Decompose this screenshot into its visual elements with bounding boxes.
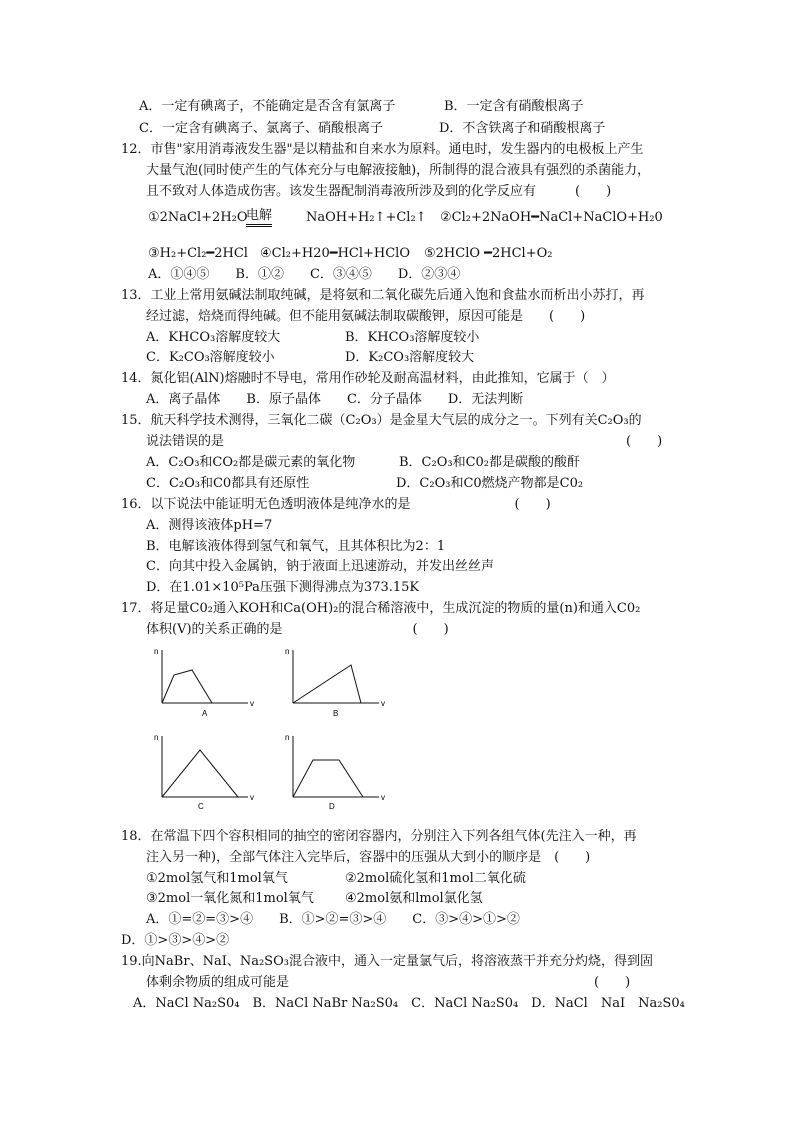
q16-option-d: D．在1.01×10⁵Pa压强下测得沸点为373.15K <box>146 580 420 595</box>
graph-d <box>283 732 393 812</box>
q12-equation-2: ②Cl₂+2NaOH━NaCl+NaClO+H₂0 <box>440 210 663 225</box>
graph-d-x-label: v <box>381 793 385 802</box>
q19-stem-line2: 体剩余物质的组成可能是 <box>146 975 290 990</box>
graph-c-x-label: v <box>250 793 254 802</box>
q19-stem-line1: 19.向NaBr、NaI、Na₂SO₃混合液中，通入一定量氯气后，将溶液蒸干并充分灼烧，得到固 <box>121 954 653 969</box>
q12-options: A．①④⑤ B．①② C．③④⑤ D．②③④ <box>148 267 461 282</box>
q18-item-1: ①2mol氢气和1mol氧气 <box>146 871 288 886</box>
graph-c-y-label: n <box>154 733 159 742</box>
q12-equation-3: ③H₂+Cl₂━2HCl <box>148 246 248 261</box>
q13-stem-line1: 13．工业上常用氨碱法制取纯碱，是将氨和二氧化碳先后通入饱和食盐水而析出小苏打，再 <box>121 288 645 303</box>
q18-item-3: ③2mol一氧化氮和1mol氧气 <box>146 891 314 906</box>
q13-option-c: C．K₂CO₃溶解度较小 <box>146 350 275 365</box>
q12-equation-5: ⑤2HClO ━2HCl+O₂ <box>424 246 553 261</box>
graph-b-y-label: n <box>285 647 290 656</box>
q11-option-c: C．一定含有碘离子、氯离子、硝酸根离子 <box>139 121 383 136</box>
q15-stem-line2: 说法错误的是 <box>146 434 225 449</box>
q18-item-4: ④2mol氨和lmol氯化氢 <box>345 891 483 906</box>
q13-option-b: B．KHCO₃溶解度较小 <box>345 330 480 345</box>
graph-a <box>152 645 262 720</box>
q17-stem-line1: 17．将足量C0₂通入KOH和Ca(OH)₂的混合稀溶液中，生成沉淀的物质的量(n)和通入C0₂ <box>121 601 641 616</box>
q19-options: A．NaCl Na₂S0₄ B．NaCl NaBr Na₂S0₄ C．NaCl Na₂S0₄ D．NaCl NaI Na₂S0₄ <box>133 996 685 1011</box>
graph-a-axes <box>162 650 248 703</box>
q12-stem-line1: 12．市售"家用消毒液发生器"是以精盐和自来水为原料。通电时，发生器内的电极板上产生 <box>121 142 644 157</box>
graph-c-curve <box>162 750 238 797</box>
q16-option-a: A．测得该液体pH=7 <box>146 518 273 533</box>
q15-option-b: B．C₂O₃和C0₂都是碳酸的酸酐 <box>399 455 581 470</box>
q14-stem: 14．氮化铝(AlN)熔融时不导电，常用作砂轮及耐高温材料，由此推知，它属于（ ） <box>121 371 615 386</box>
q13-stem-line2: 经过滤，焙烧而得纯碱。但不能用氨碱法制取碳酸钾，原因可能是 ( ) <box>146 309 586 324</box>
q18-item-2: ②2mol硫化氢和1mol二氧化硫 <box>345 871 526 886</box>
q11-option-d: D．不含铁离子和硝酸根离子 <box>439 121 606 136</box>
q18-stem-line1: 18．在常温下四个容积相同的抽空的密闭容器内，分别注入下列各组气体(先注入一种，再 <box>121 829 637 844</box>
graph-b-caption: B <box>333 709 339 718</box>
q16-option-c: C．向其中投入金属钠，钠于液面上迅速游动，并发出丝丝声 <box>146 559 494 574</box>
q12-equation-1-right: NaOH+H₂↑+Cl₂↑ <box>306 210 427 225</box>
graph-c <box>152 732 262 812</box>
q16-option-b: B．电解该液体得到氢气和氧气，且其体积比为2：1 <box>146 539 446 554</box>
graph-d-curve <box>293 760 363 797</box>
q19-answer-bracket: ( ) <box>594 975 631 990</box>
q13-option-a: A．KHCO₃溶解度较大 <box>146 330 281 345</box>
graph-c-caption: C <box>198 802 204 811</box>
q11-option-b: B．一定含有硝酸根离子 <box>444 99 584 114</box>
q12-equation-1-condition: 电解 <box>246 208 272 227</box>
q14-options: A．离子晶体 B．原子晶体 C．分子晶体 D．无法判断 <box>146 392 524 407</box>
graph-b <box>283 645 393 720</box>
q17-stem-line2: 体积(V)的关系正确的是 ( ) <box>146 622 449 637</box>
q15-answer-bracket: ( ) <box>626 434 663 449</box>
q12-equation-1-left: ①2NaCl+2H₂O <box>148 210 248 225</box>
graph-a-y-label: n <box>154 647 159 656</box>
graph-a-x-label: v <box>250 699 254 708</box>
graph-b-x-label: v <box>381 699 385 708</box>
graph-d-y-label: n <box>285 733 290 742</box>
q15-option-d: D．C₂O₃和C0燃烧产物都是C0₂ <box>396 476 584 491</box>
q11-option-a: A．一定有碘离子，不能确定是否含有氯离子 <box>139 99 396 114</box>
graph-a-caption: A <box>202 709 208 718</box>
q16-stem: 16．以下说法中能证明无色透明液体是纯净水的是 ( ) <box>121 497 551 512</box>
q12-equation-4: ④Cl₂+H20━HCl+HClO <box>260 246 411 261</box>
graph-c-axes <box>162 736 248 797</box>
graph-d-axes <box>293 736 379 797</box>
q12-stem-line3: 且不致对人体造成伤害。该发生器配制消毒液所涉及到的化学反应有 ( ) <box>146 184 612 199</box>
q15-option-a: A．C₂O₃和CO₂都是碳元素的氧化物 <box>146 455 356 470</box>
q18-options: A．①=②=③>④ B．①>②=③>④ C．③>④>①>② <box>146 912 520 927</box>
graph-d-caption: D <box>329 802 335 811</box>
q15-stem-line1: 15．航天科学技术测得，三氧化二碳（C₂O₃）是金星大气层的成分之一。下列有关C₂O₃的 <box>121 413 642 428</box>
graph-a-curve <box>162 670 212 703</box>
q12-stem-line2: 大量气泡(同时使产生的气体充分与电解液接触)，所制得的混合液具有强烈的杀菌能力， <box>146 163 651 178</box>
graph-b-curve <box>293 665 361 703</box>
q13-option-d: D．K₂CO₃溶解度较大 <box>345 350 475 365</box>
q15-option-c: C．C₂O₃和C0都具有还原性 <box>146 476 310 491</box>
q18-option-d: D．①>③>④>② <box>121 933 230 948</box>
q18-stem-line2: 注入另一种)，全部气体注入完毕后，容器中的压强从大到小的顺序是 ( ) <box>146 850 591 865</box>
